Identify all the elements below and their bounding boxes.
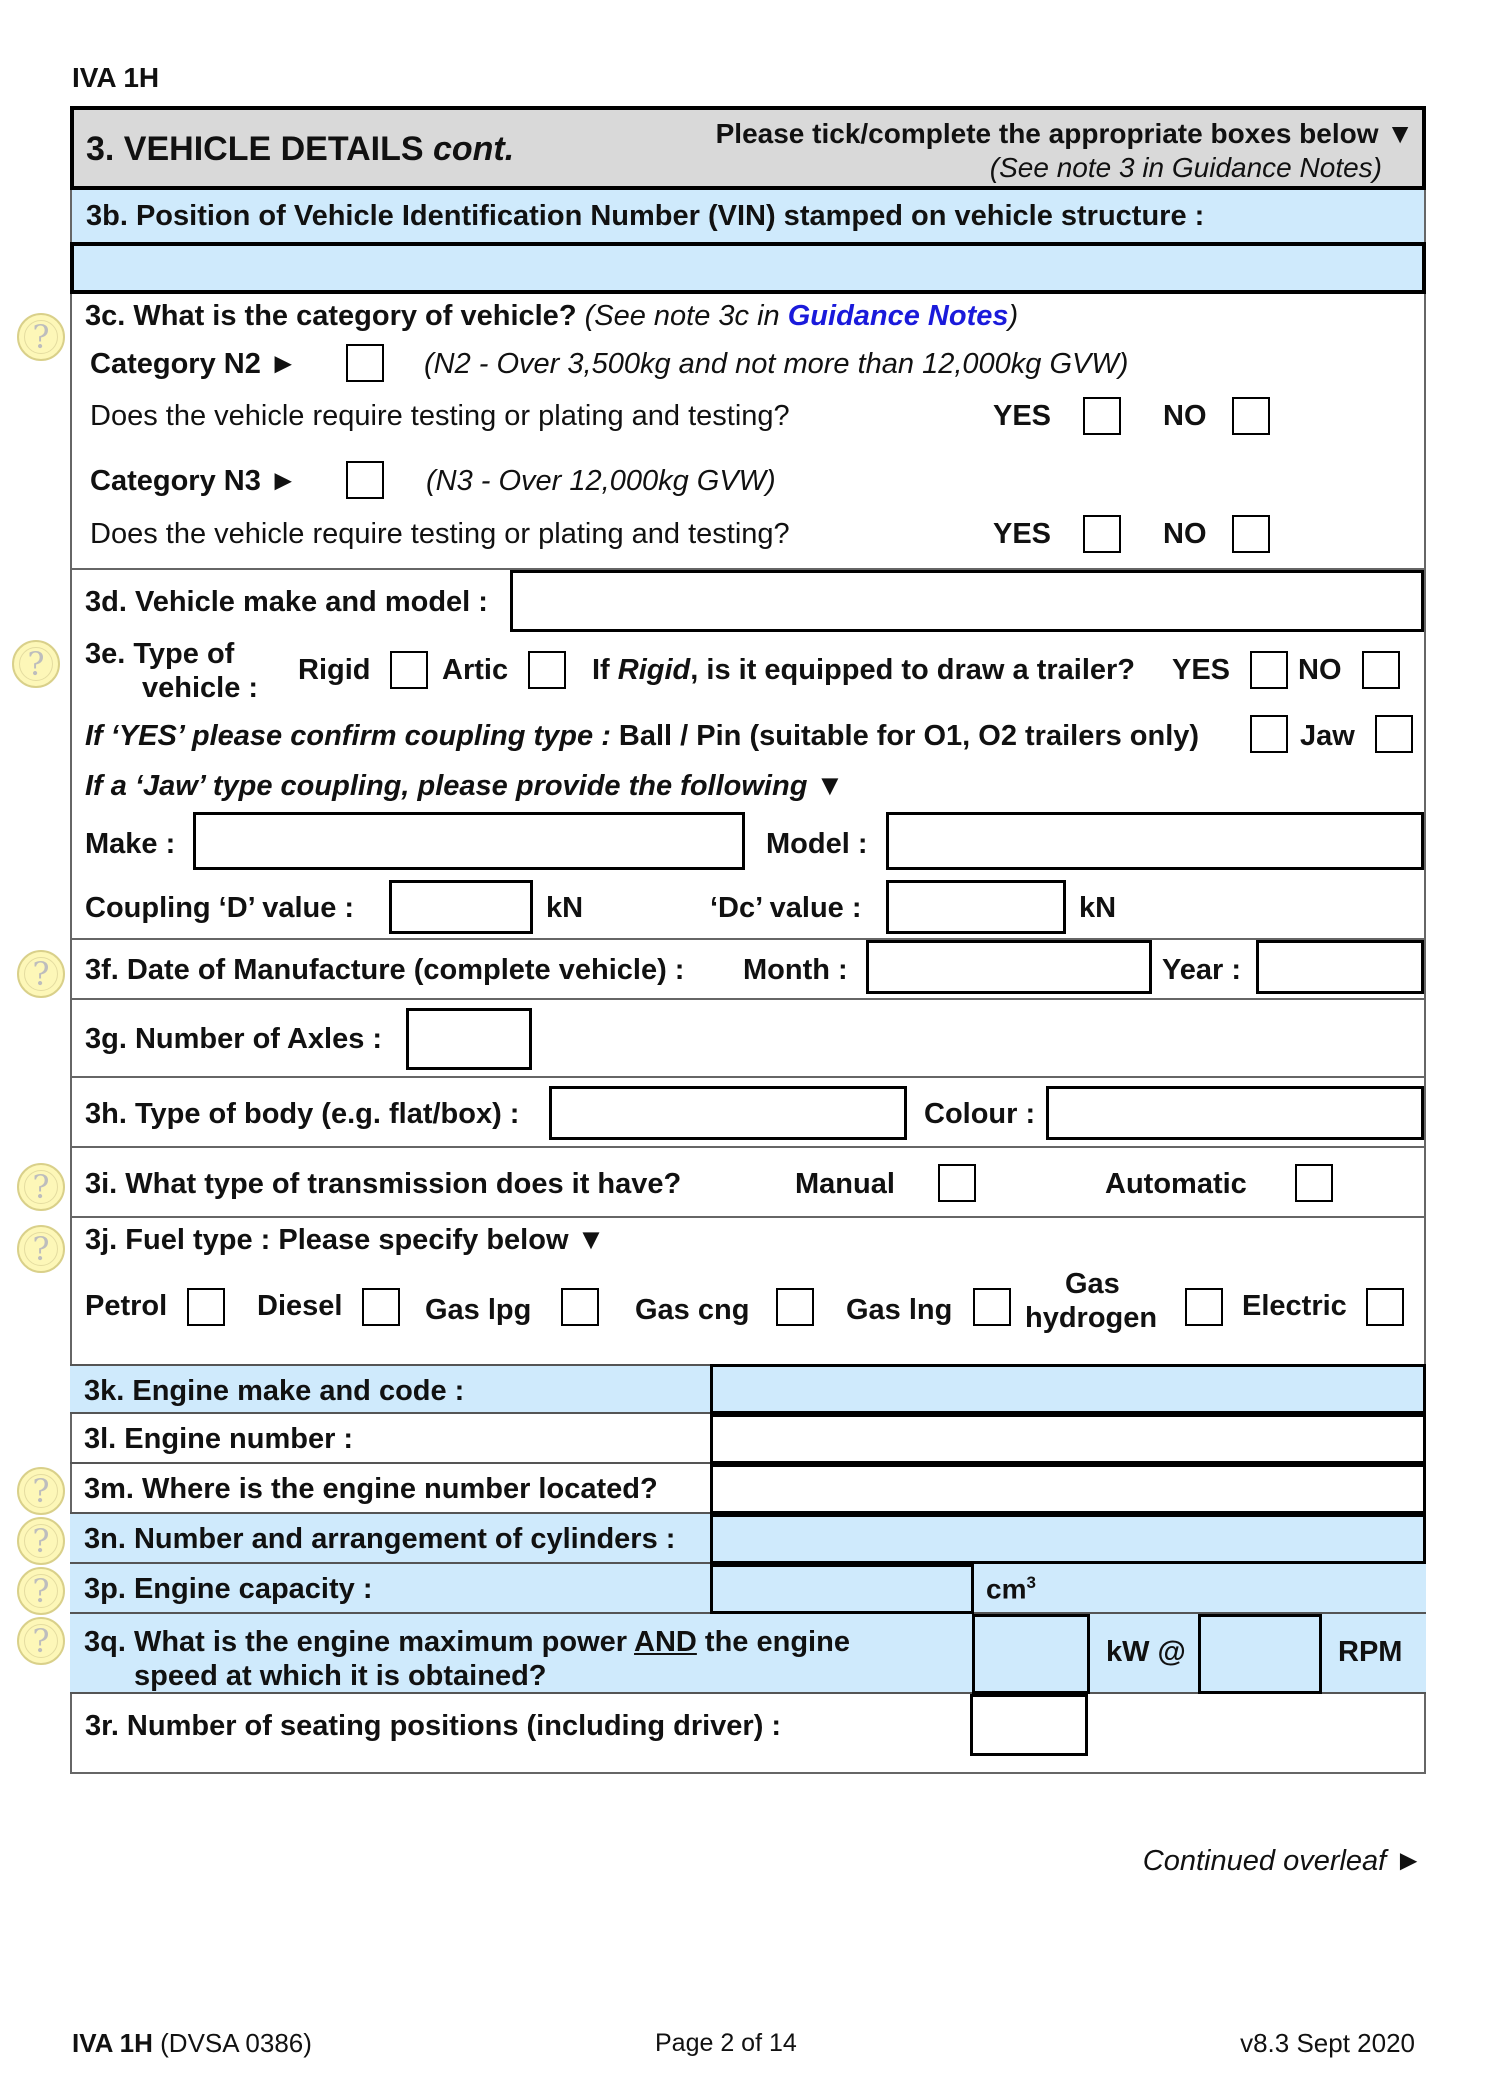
colour-label: Colour :: [924, 1098, 1036, 1130]
divider: [70, 938, 1426, 940]
cylinders-input[interactable]: [710, 1514, 1426, 1564]
trailer-question-post: , is it equipped to draw a trailer?: [690, 654, 1136, 686]
n3-testing-no-checkbox[interactable]: [1232, 515, 1270, 553]
month-label: Month :: [743, 954, 848, 986]
gas-hydrogen-label-line1: Gas: [1065, 1268, 1120, 1300]
diesel-label: Diesel: [257, 1290, 343, 1322]
colour-input[interactable]: [1046, 1086, 1424, 1140]
engine-speed-input[interactable]: [1198, 1614, 1322, 1694]
gas-lng-label: Gas lng: [846, 1294, 953, 1326]
capacity-unit-cell: [974, 1564, 1426, 1614]
artic-label: Artic: [442, 654, 509, 686]
artic-checkbox[interactable]: [528, 651, 566, 689]
divider: [70, 1216, 1426, 1218]
footer-form-code: [72, 2030, 312, 2056]
ball-pin-label: Ball / Pin (suitable for O1, O2 trailers only): [618, 720, 1200, 752]
coupling-question-text: If ‘YES’ please confirm coupling type :: [85, 720, 611, 752]
capacity-unit-text: cm: [986, 1573, 1027, 1605]
ball-pin-checkbox[interactable]: [1250, 715, 1288, 753]
q3c-note-prefix: (See note 3c in: [584, 300, 788, 332]
jaw-checkbox[interactable]: [1375, 715, 1413, 753]
petrol-checkbox[interactable]: [187, 1288, 225, 1326]
q3q-label-and: AND: [634, 1626, 697, 1658]
category-n2-label: Category N2 ►: [90, 348, 298, 380]
gas-cng-label: Gas cng: [635, 1294, 750, 1326]
manufacture-year-input[interactable]: [1256, 940, 1424, 994]
q3q-label-post: the engine: [696, 1626, 850, 1658]
guidance-notes-link[interactable]: Guidance Notes: [787, 300, 1009, 332]
category-n3-note: (N3 - Over 12,000kg GVW): [426, 465, 776, 497]
q3q-label-line2: speed at which it is obtained?: [134, 1660, 547, 1692]
n2-yes-label: YES: [993, 400, 1052, 432]
trailer-question-pre: If: [592, 654, 618, 686]
n2-no-label: NO: [1163, 400, 1207, 432]
electric-checkbox[interactable]: [1366, 1288, 1404, 1326]
gas-lng-checkbox[interactable]: [973, 1288, 1011, 1326]
q3f-label: 3f. Date of Manufacture (complete vehicle) :: [85, 954, 685, 986]
engine-capacity-input[interactable]: [710, 1564, 974, 1614]
q3i-label: 3i. What type of transmission does it have?: [85, 1168, 682, 1200]
n2-testing-question: Does the vehicle require testing or plating and testing?: [90, 400, 790, 432]
rpm-unit-cell: [1322, 1614, 1426, 1694]
trailer-question-rigid: Rigid: [617, 654, 691, 686]
gas-cng-checkbox[interactable]: [776, 1288, 814, 1326]
section-guidance-note: (See note 3 in Guidance Notes): [989, 152, 1382, 183]
year-label: Year :: [1162, 954, 1241, 986]
section-title: [86, 132, 514, 166]
help-question-icon[interactable]: ?: [17, 1567, 65, 1615]
q3q-label-pre: 3q. What is the engine maximum power: [84, 1626, 635, 1658]
q3m-label: 3m. Where is the engine number located?: [84, 1473, 658, 1505]
category-n2-checkbox[interactable]: [346, 344, 384, 382]
section-title-text: 3. VEHICLE DETAILS: [86, 130, 424, 168]
category-n3-label: Category N3 ►: [90, 465, 298, 497]
q3e-label-line1: 3e. Type of: [85, 638, 235, 670]
q3q-label-cell: [70, 1614, 974, 1694]
q3e-label-line2: vehicle :: [142, 672, 259, 704]
diesel-checkbox[interactable]: [362, 1288, 400, 1326]
capacity-unit-superscript: 3: [1026, 1573, 1036, 1592]
coupling-question: [85, 722, 1199, 751]
coupling-model-input[interactable]: [886, 812, 1424, 870]
rpm-unit: RPM: [1338, 1636, 1403, 1668]
automatic-label: Automatic: [1105, 1168, 1247, 1200]
coupling-model-label: Model :: [766, 828, 868, 860]
q3n-label-cell: [70, 1514, 712, 1564]
n2-testing-yes-checkbox[interactable]: [1083, 397, 1121, 435]
kw-unit: kW @: [1106, 1636, 1186, 1668]
form-code: IVA 1H: [72, 62, 160, 93]
engine-number-location-input[interactable]: [710, 1464, 1426, 1514]
divider: [70, 1076, 1426, 1078]
section-instruction: Please tick/complete the appropriate boxes below ▼: [715, 118, 1414, 149]
q3l-label-cell: [70, 1414, 712, 1464]
divider: [70, 998, 1426, 1000]
body-type-input[interactable]: [549, 1086, 907, 1140]
engine-make-code-input[interactable]: [710, 1364, 1426, 1414]
trailer-yes-checkbox[interactable]: [1250, 651, 1288, 689]
continued-overleaf: Continued overleaf ►: [1142, 1845, 1423, 1877]
divider: [70, 1772, 1426, 1774]
q3j-label: 3j. Fuel type : Please specify below ▼: [85, 1224, 606, 1256]
manual-label: Manual: [795, 1168, 895, 1200]
q3h-label: 3h. Type of body (e.g. flat/box) :: [85, 1098, 520, 1130]
q3d-label: 3d. Vehicle make and model :: [85, 586, 488, 618]
q3b-label-row: [70, 190, 1426, 242]
n3-no-label: NO: [1163, 518, 1207, 550]
coupling-make-label: Make :: [85, 828, 176, 860]
q3p-label: 3p. Engine capacity :: [84, 1573, 373, 1605]
help-question-icon[interactable]: ?: [17, 1467, 65, 1515]
divider: [70, 1146, 1426, 1148]
category-n2-note: (N2 - Over 3,500kg and not more than 12,000kg GVW): [424, 348, 1129, 380]
help-question-icon[interactable]: ?: [17, 313, 65, 361]
q3r-label: 3r. Number of seating positions (including driver) :: [85, 1710, 782, 1742]
dc-value-input[interactable]: [886, 880, 1066, 934]
n3-testing-question: Does the vehicle require testing or plating and testing?: [90, 518, 790, 550]
trailer-yes-label: YES: [1172, 654, 1231, 686]
gas-hydrogen-checkbox[interactable]: [1185, 1288, 1223, 1326]
category-n3-checkbox[interactable]: [346, 461, 384, 499]
number-of-axles-input[interactable]: [406, 1008, 532, 1070]
manual-checkbox[interactable]: [938, 1164, 976, 1202]
jaw-instruction: If a ‘Jaw’ type coupling, please provide the following ▼: [85, 770, 845, 802]
q3l-label: 3l. Engine number :: [84, 1423, 354, 1455]
manufacture-month-input[interactable]: [866, 940, 1152, 994]
seating-positions-input[interactable]: [970, 1694, 1088, 1756]
coupling-make-input[interactable]: [193, 812, 745, 870]
q3k-label: 3k. Engine make and code :: [84, 1375, 465, 1407]
q3k-label-cell: [70, 1364, 712, 1414]
help-question-icon[interactable]: ?: [17, 1163, 65, 1211]
dc-value-unit: kN: [1079, 892, 1117, 924]
q3b-label: 3b. Position of Vehicle Identification Number (VIN) stamped on vehicle structure :: [86, 200, 1205, 232]
kw-unit-cell: [1090, 1614, 1198, 1694]
section-title-cont: cont.: [432, 130, 515, 168]
petrol-label: Petrol: [85, 1290, 168, 1322]
q3g-label: 3g. Number of Axles :: [85, 1023, 383, 1055]
n3-yes-label: YES: [993, 518, 1052, 550]
q3p-label-cell: [70, 1564, 712, 1614]
rigid-label: Rigid: [298, 654, 371, 686]
section-header: [70, 106, 1426, 190]
d-value-unit: kN: [546, 892, 584, 924]
q3b-vin-position-field[interactable]: [70, 242, 1426, 294]
max-power-input[interactable]: [972, 1614, 1090, 1694]
page-number: Page 2 of 14: [655, 2029, 797, 2057]
footer-code-bold: IVA 1H: [72, 2028, 153, 2058]
footer-code-rest: (DVSA 0386): [152, 2028, 312, 2058]
n3-testing-yes-checkbox[interactable]: [1083, 515, 1121, 553]
gas-lpg-label: Gas lpg: [425, 1294, 532, 1326]
engine-details-table: [70, 1364, 1426, 1694]
n2-testing-no-checkbox[interactable]: [1232, 397, 1270, 435]
dc-value-label: ‘Dc’ value :: [710, 892, 862, 924]
q3m-label-cell: [70, 1464, 712, 1514]
q3n-label: 3n. Number and arrangement of cylinders :: [84, 1523, 676, 1555]
help-question-icon[interactable]: ?: [17, 1225, 65, 1273]
jaw-label: Jaw: [1300, 720, 1355, 752]
version: v8.3 Sept 2020: [1240, 2028, 1415, 2058]
gas-lpg-checkbox[interactable]: [561, 1288, 599, 1326]
rigid-checkbox[interactable]: [390, 651, 428, 689]
q3q-label-line1: [84, 1628, 850, 1657]
coupling-d-value-label: Coupling ‘D’ value :: [85, 892, 355, 924]
help-question-icon[interactable]: ?: [17, 950, 65, 998]
q3c-note-suffix: ): [1008, 300, 1019, 332]
trailer-no-label: NO: [1298, 654, 1342, 686]
q3c-heading: [85, 302, 1018, 331]
trailer-question: [592, 656, 1135, 685]
electric-label: Electric: [1242, 1290, 1347, 1322]
capacity-unit: [986, 1574, 1036, 1603]
coupling-d-value-input[interactable]: [389, 880, 533, 934]
help-question-icon[interactable]: ?: [17, 1617, 65, 1665]
automatic-checkbox[interactable]: [1295, 1164, 1333, 1202]
help-question-icon[interactable]: ?: [17, 1517, 65, 1565]
engine-number-input[interactable]: [710, 1414, 1426, 1464]
trailer-no-checkbox[interactable]: [1362, 651, 1400, 689]
vehicle-make-model-input[interactable]: [510, 570, 1424, 632]
q3c-label: 3c. What is the category of vehicle?: [85, 300, 577, 332]
help-question-icon[interactable]: ?: [12, 640, 60, 688]
gas-hydrogen-label-line2: hydrogen: [1025, 1302, 1158, 1334]
